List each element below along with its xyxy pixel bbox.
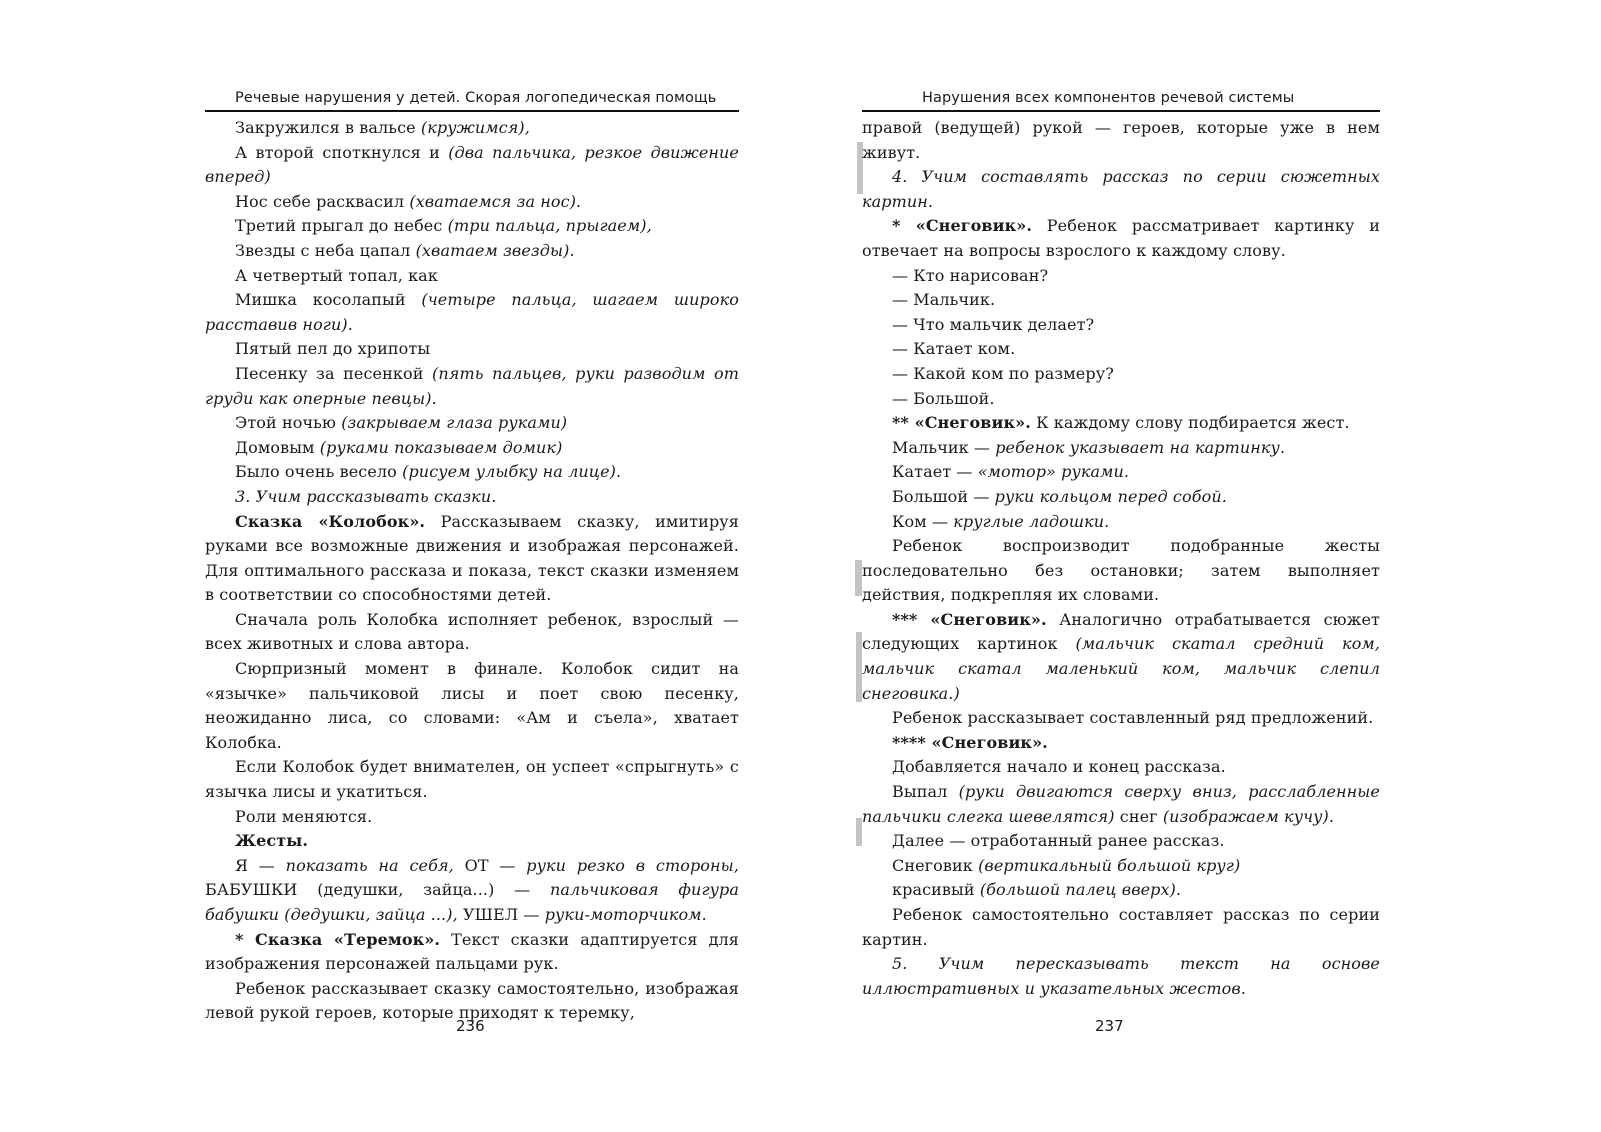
paragraph: Ребенок самостоятельно составляет рассказ по серии картин. (862, 905, 1380, 949)
right-page (862, 88, 1380, 1001)
paragraph: Ком — круглые ладошки. (892, 511, 1110, 531)
paragraph: Домовым (руками показываем домик) (235, 437, 563, 457)
paragraph: Песенку за песенкой (пять пальцев, руки разводим от груди как оперные певцы). (205, 363, 739, 408)
paragraph: * «Снеговик». Ребенок рассматривает картинку и отвечает на вопросы взрослого к каждому слову. (862, 216, 1380, 260)
paragraph: Добавляется начало и конец рассказа. (892, 757, 1226, 777)
left-page (205, 88, 739, 1026)
paragraph: Звезды с неба цапал (хватаем звезды). (235, 240, 575, 260)
right-page-body (862, 116, 1380, 1001)
scan-smudge (856, 818, 862, 846)
section-heading: 5. Учим пересказывать текст на основе иллюстративных и указательных жестов. (862, 954, 1380, 998)
paragraph: Выпал (руки двигаются сверху вниз, расслабленные пальчики слегка шевелятся) снег (изображаем кучу). (862, 782, 1380, 826)
paragraph: Закружился в вальсе (кружимся), (235, 118, 530, 137)
paragraph: Жесты. (235, 831, 309, 851)
paragraph: * Сказка «Теремок». Текст сказки адаптируется для изображения персонажей пальцами рук. (205, 929, 739, 974)
scan-smudge (857, 142, 863, 194)
scan-smudge (856, 632, 862, 702)
left-page-body (205, 116, 739, 1026)
dialogue-line: — Что мальчик делает? (892, 314, 1095, 334)
paragraph: Роли меняются. (235, 806, 373, 826)
scan-smudge (855, 560, 862, 596)
paragraph: Третий прыгал до небес (три пальца, прыгаем), (235, 216, 652, 236)
dialogue-line: — Какой ком по размеру? (892, 363, 1114, 383)
paragraph: правой (ведущей) рукой — героев, которые уже в нем живут. (862, 118, 1380, 162)
paragraph: Ребенок воспроизводит подобранные жесты последовательно без остановки; затем выполняет действия, подкрепляя их словами. (862, 536, 1380, 605)
section-heading: 4. Учим составлять рассказ по серии сюжетных картин. (862, 167, 1380, 211)
dialogue-line: — Кто нарисован? (892, 265, 1049, 285)
paragraph: Этой ночью (закрываем глаза руками) (235, 413, 568, 433)
page-number-right: 237 (1095, 1017, 1124, 1035)
left-running-header: Речевые нарушения у детей. Скорая логопедическая помощь (205, 88, 739, 112)
paragraph: Ребенок рассказывает сказку самостоятельно, изображая левой рукой героев, которые приходят к теремку, (205, 978, 739, 1023)
paragraph: Если Колобок будет внимателен, он успеет «спрыгнуть» с язычка лисы и укатиться. (205, 757, 739, 802)
paragraph: А второй споткнулся и (два пальчика, резкое движение вперед) (205, 142, 739, 187)
paragraph: **** «Снеговик». (892, 732, 1048, 752)
paragraph: *** «Снеговик». Аналогично отрабатывается сюжет следующих картинок (мальчик скатал средний ком, мальчик скатал маленький ком, мальчик слепил снеговика.) (862, 609, 1381, 703)
dialogue-line: — Мальчик. (892, 290, 996, 310)
paragraph: Мишка косолапый (четыре пальца, шагаем широко расставив ноги). (205, 290, 739, 334)
paragraph: красивый (большой палец вверх). (892, 880, 1182, 900)
right-running-header: Нарушения всех компонентов речевой системы (862, 88, 1380, 112)
paragraph: ** «Снеговик». К каждому слову подбирается жест. (892, 413, 1350, 433)
paragraph: А четвертый топал, как (235, 265, 438, 285)
paragraph: Нос себе расквасил (хватаемся за нос). (235, 191, 582, 211)
dialogue-line: — Катает ком. (892, 339, 1016, 359)
paragraph: Мальчик — ребенок указывает на картинку. (892, 437, 1286, 457)
paragraph: Сказка «Колобок». Рассказываем сказку, имитируя руками все возможные движения и изображая персонажей. Для оптимального рассказа и показа, текст сказки изменяем в соответствии со способностями детей. (205, 511, 739, 605)
section-heading: 3. Учим рассказывать сказки. (235, 486, 497, 506)
page-number-left: 236 (456, 1017, 485, 1035)
paragraph: Ребенок рассказывает составленный ряд предложений. (892, 708, 1374, 728)
paragraph: Снеговик (вертикальный большой круг) (892, 855, 1241, 875)
paragraph: Сюрпризный момент в финале. Колобок сидит на «язычке» пальчиковой лисы и поет свою песенку, неожиданно лиса, со словами: «Ам и съела», хватает Колобка. (205, 659, 739, 752)
paragraph: Катает — «мотор» руками. (892, 462, 1130, 482)
paragraph: Сначала роль Колобка исполняет ребенок, взрослый — всех животных и слова автора. (205, 609, 739, 654)
paragraph: Было очень весело (рисуем улыбку на лице). (235, 462, 622, 482)
dialogue-line: — Большой. (892, 388, 995, 408)
paragraph: Пятый пел до хрипоты (235, 339, 431, 359)
paragraph: Я — показать на себя, ОТ — руки резко в стороны, БАБУШКИ (дедушки, зайца...) — пальчиковая фигура бабушки (дедушки, зайца ...), УШЕЛ — руки-моторчиком. (205, 855, 739, 924)
paragraph: Далее — отработанный ранее рассказ. (892, 831, 1225, 851)
paragraph: Большой — руки кольцом перед собой. (892, 486, 1227, 506)
